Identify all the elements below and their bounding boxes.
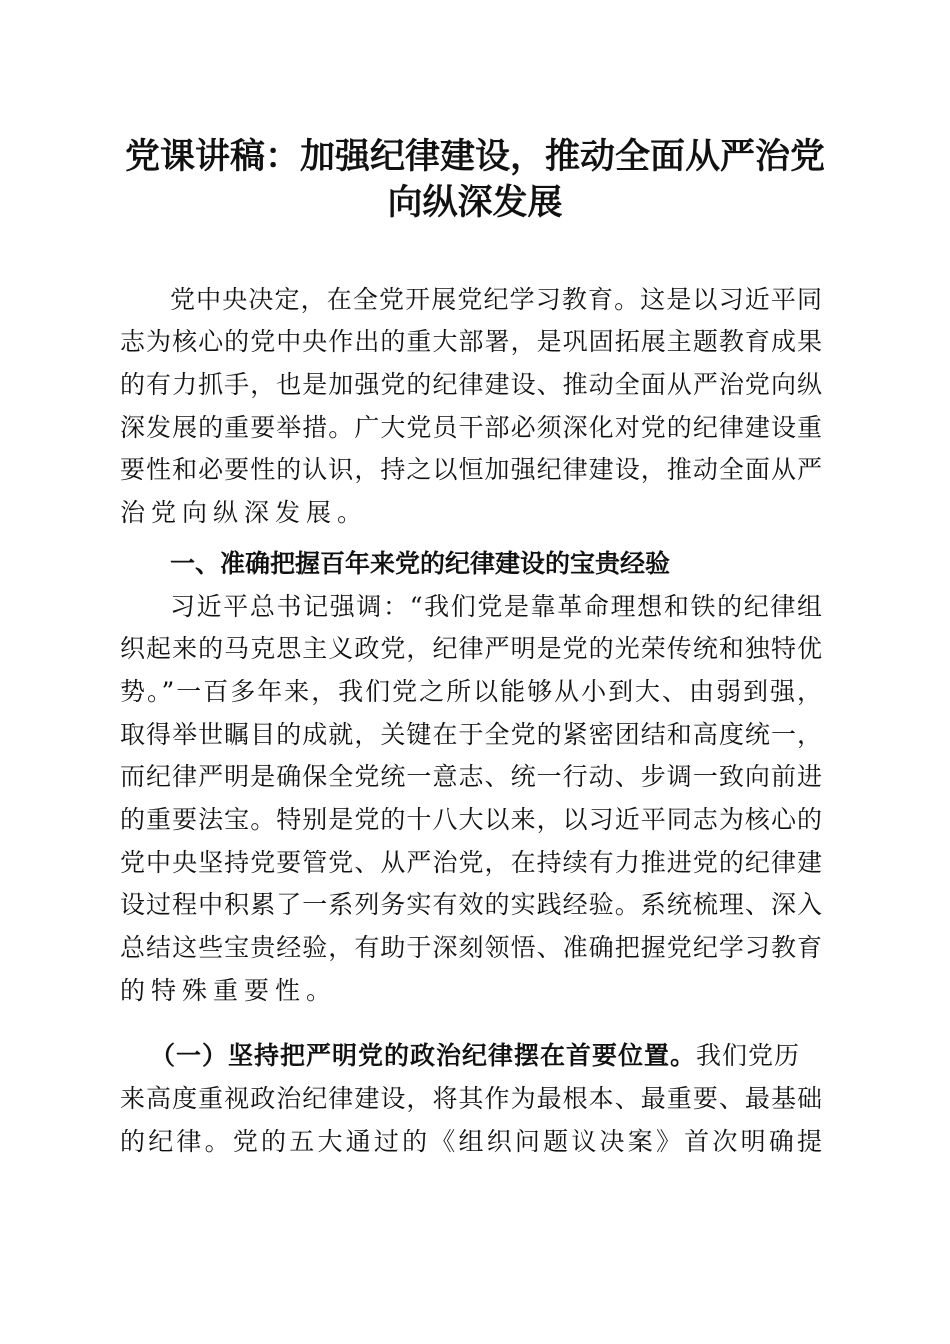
text-line: 党中央决定，在全党开展党纪学习教育。这是以习近平同 — [170, 285, 822, 314]
text-span: 我们党历 — [696, 1041, 801, 1070]
document-title-line-1: 党课讲稿：加强纪律建设，推动全面从严治党 — [124, 137, 825, 177]
text-line: 的有力抓手，也是加强党的纪律建设、推动全面从严治党向纵 — [120, 370, 822, 399]
text-line: 党中央坚持党要管党、从严治党，在持续有力推进党的纪律建 — [120, 848, 822, 877]
text-line — [150, 1041, 830, 1071]
document-title-line-2: 向纵深发展 — [387, 183, 563, 223]
text-line: 的特殊重要性。 — [120, 976, 338, 1005]
section-heading: 一、准确把握百年来党的纪律建设的宝贵经验 — [170, 549, 671, 578]
text-line: 来高度重视政治纪律建设，将其作为最根本、最重要、最基础 — [120, 1084, 822, 1113]
text-line: 织起来的马克思主义政党，纪律严明是党的光荣传统和独特优 — [120, 634, 822, 663]
text-line: 而纪律严明是确保全党统一意志、统一行动、步调一致向前进 — [120, 762, 822, 791]
subsection-lead: （一）坚持把严明党的政治纪律摆在首要位置。 — [150, 1041, 697, 1070]
text-line: 的纪律。党的五大通过的《组织问题议决案》首次明确提 — [120, 1127, 822, 1156]
text-line: 深发展的重要举措。广大党员干部必须深化对党的纪律建设重 — [120, 413, 822, 442]
text-line: 志为核心的党中央作出的重大部署，是巩固拓展主题教育成果 — [120, 327, 822, 356]
text-line: 的重要法宝。特别是党的十八大以来，以习近平同志为核心的 — [120, 805, 822, 834]
text-line: 取得举世瞩目的成就，关键在于全党的紧密团结和高度统一， — [120, 720, 822, 749]
text-line: 总结这些宝贵经验，有助于深刻领悟、准确把握党纪学习教育 — [120, 933, 822, 962]
text-line: 习近平总书记强调：“我们党是靠革命理想和铁的纪律组 — [170, 592, 822, 621]
text-line: 治党向纵深发展。 — [120, 498, 369, 527]
text-line: 设过程中积累了一系列务实有效的实践经验。系统梳理、深入 — [120, 890, 822, 919]
text-line: 势。”一百多年来，我们党之所以能够从小到大、由弱到强， — [120, 677, 822, 706]
text-line: 要性和必要性的认识，持之以恒加强纪律建设，推动全面从严 — [120, 455, 822, 484]
